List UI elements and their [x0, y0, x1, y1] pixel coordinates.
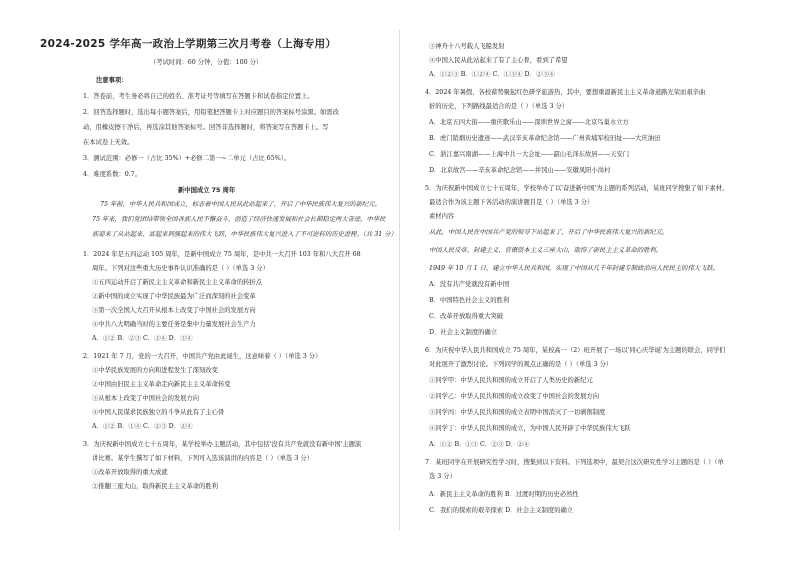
question-option: C．浙江嘉兴南湖——上海中共一大会址——韶山毛泽东故居——天安门: [429, 151, 630, 158]
question-option: ①中华民族发展的方向和进程发生了深刻改变: [92, 367, 218, 374]
question-option: ③同学丙：中华人民共和国的成立表明中国消灭了一切剥削制度: [429, 409, 606, 416]
answer-choices: A．①② B．①③ C．②③ D．②④: [429, 441, 530, 448]
material-text: 从此，中国人民在中国共产党的领导下站起来了，开启了中华民族伟大复兴的新纪元。: [429, 229, 669, 236]
question-option: ④中国人民谋求民族独立的斗争从此有了主心骨: [92, 409, 225, 416]
question-option: ②同学乙：中华人民共和国的成立改变了中国社会的发展方向: [429, 393, 600, 400]
section-intro: 75 年前，中华人民共和国成立，标志着中国人民从此站起来了，开启了中华民族伟大复兴的新纪元。: [100, 201, 381, 208]
notice-heading: 注意事项：: [96, 77, 128, 84]
page-subtitle: （考试时间：60 分钟，分值：100 分）: [150, 59, 263, 66]
question-option: B．中国特色社会主义的胜利: [429, 297, 510, 304]
question-option: ②推翻三座大山，取得新民主主义革命的胜利: [92, 483, 218, 490]
notice-item: 在本试卷上无效。: [83, 139, 134, 146]
question-option: ③第一次全国人大召开从根本上改变了中国社会的发展方向: [92, 307, 256, 314]
question-option: ②新中国的成立实现了中华民族最为广泛而深刻的社会变革: [92, 293, 256, 300]
question-option: B．虎门销烟历史遗迹——武汉辛亥革命纪念馆——广州黄埔军校旧址——大庆油田: [429, 135, 661, 142]
question-line: 讲比赛。某学生撰写了如下材料，下列可入选该演讲的内容是（ ）（单选 3 分）: [92, 455, 313, 462]
question-line: 5．为庆祝新中国成立七十五周年，学校举办了以'奋进新中国'为主题的系列活动，某班同学搜集了如下素材。: [425, 185, 729, 192]
question-option: ③神舟十八号载人飞船发射: [429, 43, 505, 50]
question-line: 7．某班同学在开展研究性学习时，搜集到以下资料。下列选项中，最契合这次研究性学习主题的是（ ）（单: [425, 459, 724, 466]
question-option: D．社会主义制度的确立: [429, 329, 498, 336]
question-option: A．北京五四大街——重庆歌乐山——深圳世界之窗——北京鸟巢水立方: [429, 119, 629, 126]
material-text: 中国人民反帝、封建主义、官僚资本主义三座大山，取得了新民主主义革命的胜利。: [429, 247, 662, 254]
question-line: 4．2024 年暑假，各校蓄势聚起红色研学旅游热，其中，要想重温新民主主义革命道路光荣而艰辛曲: [425, 89, 706, 96]
page-title: 2024-2025 学年高一政治上学期第三次月考卷（上海专用）: [40, 38, 337, 50]
right-column: [405, 0, 794, 562]
answer-choices: A．①②③ B．①②④ C．①③④ D．②③④: [429, 71, 555, 78]
question-option: ④中共八大明确当时的主要任务是集中力量发展社会生产力: [92, 321, 256, 328]
notice-item: 2．回答选择题时，选出每小题答案后，用铅笔把答题卡上对应题目的答案标号涂黑。如需改: [83, 109, 339, 116]
question-line: 1．2024 年是五四运动 105 周年，是新中国成立 75 周年，是中共一大召开 103 年和八大召开 68: [83, 251, 361, 258]
material-heading: 素材内容: [429, 213, 455, 220]
question-option: ④同学丁：中华人民共和国的成立，为中国人民开辟了中华民族伟大飞跃: [429, 425, 631, 432]
notice-item: 动，用橡皮擦干净后，再选涂其他答案标号。回答非选择题时，将答案写在答题卡上。写: [83, 124, 329, 131]
question-option: C．改革开放取得重大突破: [429, 313, 504, 320]
section-title: 新中国成立 75 周年: [178, 187, 236, 194]
question-line: 3．为庆祝新中国成立七十五周年，某学校举办主题活动，其中包括'没有共产党就没有新中国'主题演: [83, 441, 362, 448]
column-divider: [399, 30, 400, 530]
question-line: 6．为庆祝中华人民共和国成立 75 周年，某校高一（2）班开展了一场以'同心庆华诞'为主题的联会，同学们: [425, 347, 726, 354]
question-line: 对此展开了激烈讨论。下列同学的观点正确的是（ ）（单选 3 分）: [429, 361, 613, 368]
section-intro: 族迎来了从站起来、富起来到强起来的伟大飞跃，中华民族伟大复兴进入了不可逆转的历史进程。（共 31 分）: [92, 231, 397, 238]
question-option: ④中国人民从此站起来了有了主心骨，看到了希望: [429, 57, 568, 64]
answer-choices: C．我们的探索的艰辛探索 D．社会主义制度的确立: [429, 507, 574, 514]
question-line: 折的历史，下列路线最适合的是（ ）（单选 3 分）: [429, 103, 569, 110]
answer-choices: A．①② B．②③ C．①④ D．③④: [92, 335, 193, 342]
notice-item: 4．难度系数：0.7。: [83, 171, 142, 178]
question-option: ①五四运动开启了新民主主义革命和新民主主义革命的转折点: [92, 279, 263, 286]
notice-item: 1．答卷前，考生务必将自己的姓名、准考证号等填写在答题卡和试卷指定位置上。: [83, 93, 314, 100]
question-line: 选 3 分）: [429, 473, 456, 480]
question-option: ①同学甲：中华人民共和国的成立开启了人类历史的新纪元: [429, 377, 593, 384]
question-line: 最适合作为该主题下各活动的演讲题目是（ ）（单选 3 分）: [429, 199, 594, 206]
answer-choices: A．①② B．①④ C．②③ D．②④: [92, 423, 193, 430]
question-option: D．北京故宫——辛亥革命纪念馆——井冈山——安徽凤阳小岗村: [429, 167, 611, 174]
notice-item: 3．测试范围：必修一（占比 35%）+必修二第一~二单元（占比 65%）。: [83, 155, 291, 162]
question-option: A．没有共产党就没有新中国: [429, 281, 510, 288]
question-line: 2．1921 年 7 月，党的一大召开，中国共产党由此诞生，这意味着（ ）（单选 3 分）: [83, 353, 322, 360]
question-option: ②中国由旧民主主义革命走向新民主主义革命转变: [92, 381, 231, 388]
question-line: 周年。下列对这些重大历史事件认识准确的是（ ）（单选 3 分）: [92, 265, 269, 272]
question-option: ③从根本上改变了中国社会的发展方向: [92, 395, 200, 402]
material-text: 1949 年 10 月 1 日，建立中华人民共和国，实现了中国从几千年封建专制政治向人民民主的伟大飞跃。: [429, 265, 719, 272]
section-intro: 75 年来，我们党团结带领全国各族人民不懈奋斗，创造了经济快速发展和社会长期稳定两大奇迹，中华民: [92, 216, 386, 223]
question-option: ①改革开放取得的重大成就: [92, 469, 168, 476]
answer-choices: A．新民主主义革命的胜利 B．过渡时期的历史必然性: [429, 491, 579, 498]
